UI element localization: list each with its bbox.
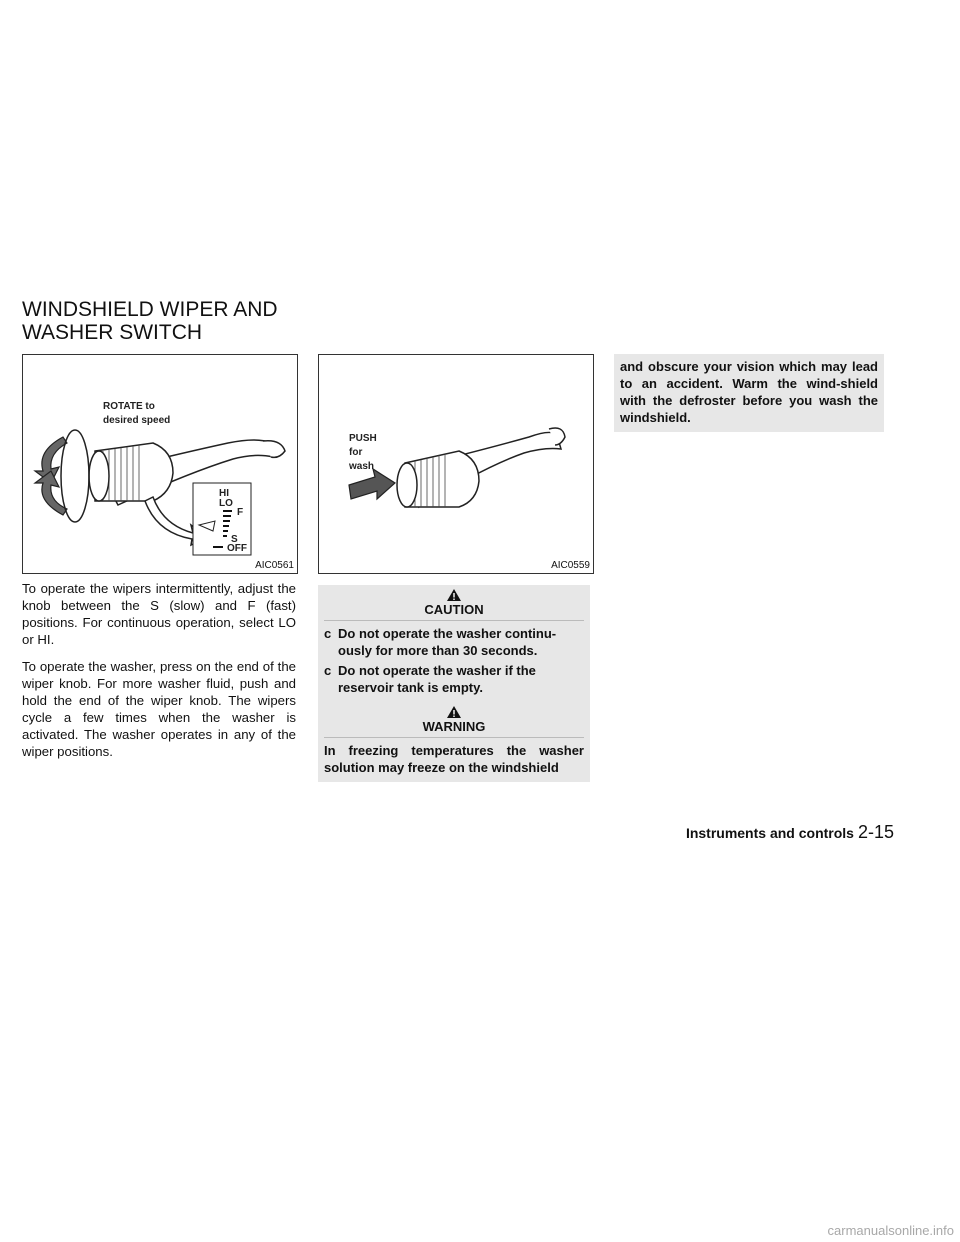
warning-box <box>318 702 590 782</box>
caution-item: c Do not operate the washer continu-ously for more than 30 seconds. <box>324 626 557 658</box>
figure-code: AIC0561 <box>255 560 294 571</box>
section-title: WINDSHIELD WIPER AND WASHER SWITCH <box>22 298 278 344</box>
figure-push-washer <box>318 354 594 574</box>
page-footer <box>686 822 894 843</box>
rotate-label-line1: ROTATE to <box>103 401 155 412</box>
warning-continuation: and obscure your vision which may lead to an accident. Warm the wind-shield with the defroster before you wash the windshield. <box>614 354 884 432</box>
dial-hi-label: HI <box>219 488 229 499</box>
push-arrow-icon <box>349 469 395 499</box>
body-text <box>22 580 296 770</box>
footer-section: Instruments and controls <box>685 825 854 841</box>
washer-push-illustration <box>319 355 593 573</box>
warning-heading: WARNING <box>324 706 584 738</box>
rotate-label-line2: desired speed <box>103 415 171 426</box>
dial-off-label: OFF <box>227 543 247 554</box>
wiper-rotate-illustration <box>23 355 297 573</box>
dial-s-label: S <box>231 534 238 545</box>
bullet-icon: c <box>324 626 332 641</box>
figure-code: AIC0559 <box>551 560 590 571</box>
paragraph: To operate the wipers intermittently, adjust the knob between the S (slow) and F (fast) positions. For continuous operation, select LO or HI. <box>22 581 296 647</box>
figure-rotate-wiper <box>22 354 298 574</box>
push-label-line3: wash <box>349 461 375 472</box>
caution-item: c Do not operate the washer if the reservoir tank is empty. <box>324 663 536 695</box>
bullet-icon: c <box>324 663 332 678</box>
warning-triangle-icon <box>447 706 461 718</box>
caution-box <box>318 585 590 705</box>
warning-text: In freezing temperatures the washer solution may freeze on the windshield <box>324 743 584 775</box>
dial-f-label: F <box>237 507 244 518</box>
push-label-line1: PUSH <box>349 433 377 444</box>
paragraph: To operate the washer, press on the end of the wiper knob. For more washer fluid, push and hold the end of the wiper knob. The wipers cycle a few times when the washer is activated. The washer operates in any of the wiper positions. <box>22 659 296 759</box>
push-label-line2: for <box>349 447 363 458</box>
watermark: carmanualsonline.info <box>827 1223 954 1238</box>
page-number: 2-15 <box>857 822 894 842</box>
caution-heading: CAUTION <box>324 589 584 621</box>
warning-triangle-icon <box>447 589 461 601</box>
dial-lo-label: LO <box>219 498 233 509</box>
